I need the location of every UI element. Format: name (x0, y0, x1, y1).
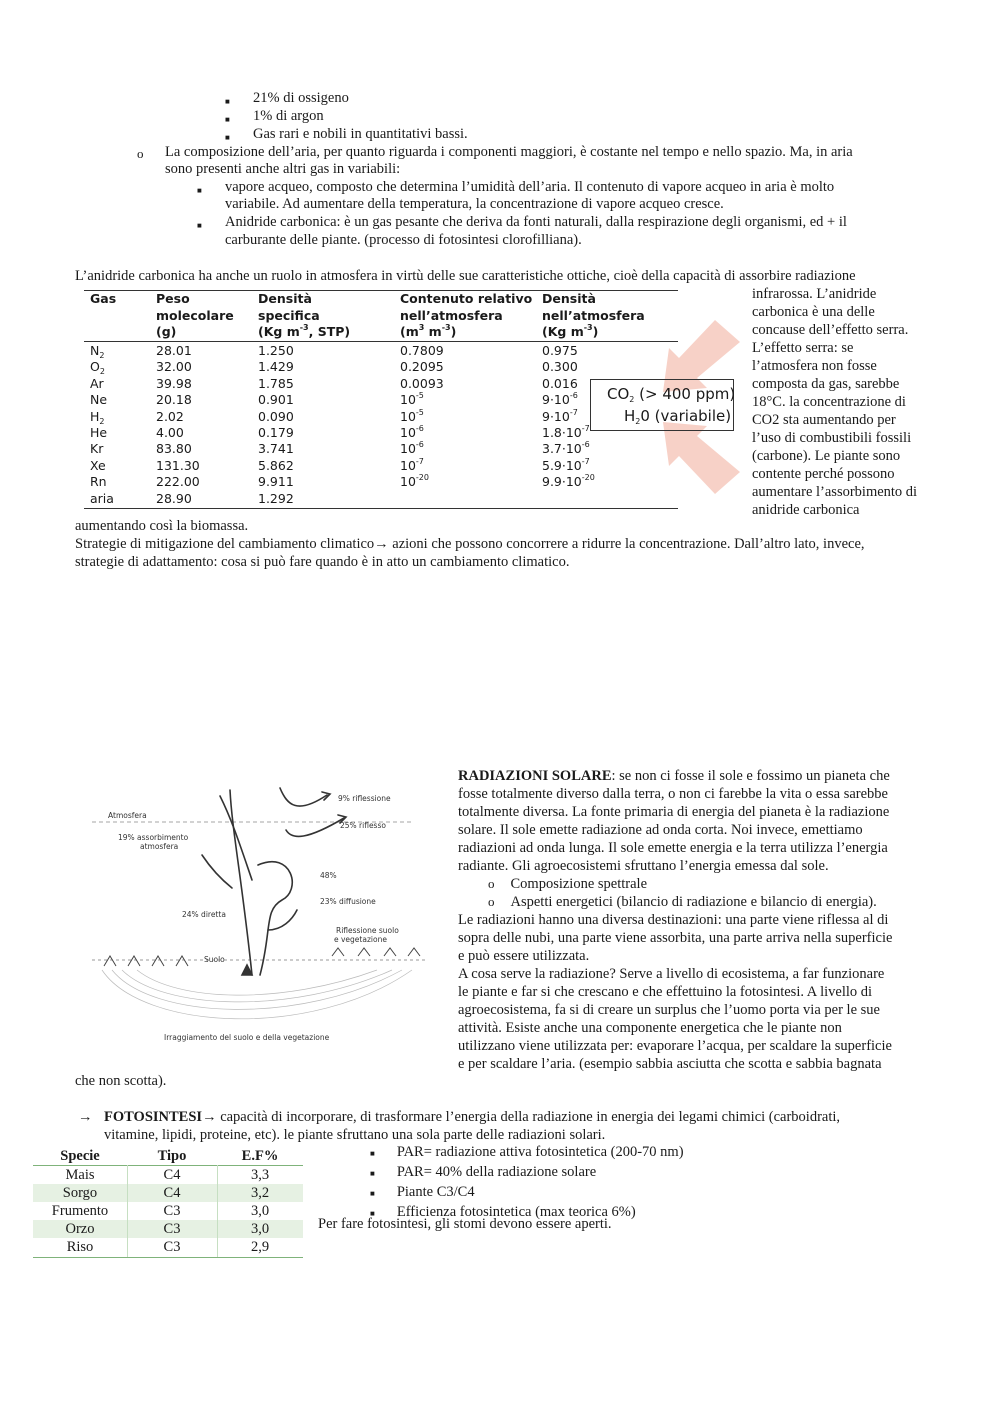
bullet-square: ■ (225, 133, 230, 142)
cell-densita-atm: $3.7\cdot 10^{-6}$ (542, 440, 590, 457)
list-item: Gas rari e nobili in quantitativi bassi. (253, 126, 468, 142)
list-item: o Aspetti energetici (bilancio di radiazione e bilancio di energia). (488, 894, 877, 910)
bullet-circle: o (137, 146, 144, 161)
header-densita-atm: Densità nell’atmosfera (Kg $m^{-3}$) (542, 291, 645, 340)
cell-contenuto: 0.7809 (400, 343, 444, 358)
gas-note-box (590, 379, 734, 431)
paragraph-line: vitamine, lipidi, proteine, etc). le piante sfruttano una sola parte delle radiazioni solari. (104, 1127, 606, 1143)
list-item: ■ Efficienza fotosintetica (max teorica 6%) (370, 1204, 636, 1220)
bullet-square: ■ (197, 186, 202, 195)
bullet-square: ■ (370, 1149, 375, 1158)
list-item: ■ PAR= 40% della radiazione solare (370, 1164, 597, 1180)
cell-densita: 1.785 (258, 375, 294, 391)
cell-ef: 3,0 (250, 1221, 270, 1237)
cell-gas: $N_2$ (90, 343, 105, 360)
paragraph-line: e per scaldare l’aria. (esempio sabbia asciutta che scotta e sabbia bagnata (458, 1056, 882, 1072)
cell-densita: 0.090 (258, 408, 294, 424)
side-line: anidride carbonica (752, 502, 860, 518)
side-line: CO2 sta aumentando per (752, 412, 896, 428)
table-rule-bottom (84, 508, 678, 509)
side-line: concause dell’effetto serra. (752, 322, 909, 338)
cell-specie: Orzo (65, 1221, 95, 1237)
diagram-label: 25% riflesso (340, 821, 386, 830)
side-line: L’effetto serra: se (752, 340, 854, 356)
diagram-label: Irraggiamento del suolo e della vegetazione (164, 1033, 330, 1042)
table-header-row (33, 1147, 303, 1165)
paragraph-line: Per fare fotosintesi, gli stomi devono essere aperti. (318, 1216, 612, 1232)
table-row (33, 1166, 303, 1184)
cell-gas: aria (90, 490, 114, 506)
photo-bullets (370, 1143, 684, 1223)
side-line: 18°C. la concentrazione di (752, 394, 906, 410)
cell-peso: 2.02 (156, 408, 184, 424)
paragraph-line: fosse totalmente diverso dalla terra, o non ci farebbe la vita o essa sarebbe (458, 786, 888, 802)
list-item: 1% di argon (253, 108, 324, 124)
paragraph-line: variabile. Ad aumentare della temperatura, la concentrazione di vapore acqueo cresce. (225, 196, 724, 212)
cell-tipo: C3 (163, 1239, 181, 1255)
cell-contenuto: 0.0093 (400, 375, 444, 391)
cell-gas: Xe (90, 457, 106, 473)
diagram-label: 24% diretta (182, 910, 226, 919)
cell-densita: 1.250 (258, 343, 294, 358)
paragraph-line: A cosa serve la radiazione? Serve a livello di ecosistema, a far funzionare (458, 966, 885, 982)
cell-gas: $O_2$ (90, 359, 105, 377)
cell-densita-atm: 0.300 (542, 359, 578, 375)
cell-contenuto: $10^{-20}$ (400, 473, 429, 490)
cell-densita: 1.429 (258, 359, 294, 375)
side-line: aumentare l’assorbimento di (752, 484, 918, 500)
cell-tipo: C4 (163, 1185, 181, 1201)
cell-peso: 39.98 (156, 375, 192, 391)
radiation-first-line: RADIAZIONI SOLARE: se non ci fosse il sole e fossimo un pianeta che (458, 768, 890, 784)
paragraph-line: attività. Esiste anche una componente energetica che le piante non (458, 1020, 842, 1036)
cell-peso: 28.01 (156, 343, 192, 358)
cell-contenuto: $10^{-5}$ (400, 407, 424, 424)
h2o-note: $H_20$ (variabile) (624, 407, 732, 426)
bullet-square: ■ (197, 221, 202, 230)
paragraph-line: e può essere utilizzata. (458, 948, 590, 964)
paragraph-line: radiante. Gli agroecosistemi sfruttano l’energia emessa dal sole. (458, 858, 829, 874)
header-specie: Specie (60, 1148, 100, 1164)
cell-peso: 4.00 (156, 425, 184, 440)
cell-densita: 0.179 (258, 425, 294, 440)
cell-contenuto: $10^{-5}$ (400, 391, 424, 408)
cell-gas: Kr (90, 441, 104, 457)
cell-densita-atm: $9\cdot 10^{-6}$ (542, 391, 578, 408)
header-contenuto: Contenuto relativo nell’atmosfera ($m^3$ $m^{-3}$) (400, 291, 533, 340)
cell-gas: Ne (90, 392, 108, 408)
cell-specie: Riso (66, 1239, 94, 1255)
table-row (33, 1220, 303, 1238)
diagram-label: 19% assorbimento (118, 833, 189, 842)
paragraph-line: strategie di adattamento: cosa si può fare quando è in atto un cambiamento climatico. (75, 554, 570, 570)
diagram-label: e vegetazione (334, 935, 387, 944)
paragraph-line: solare. Il sole emette radiazione ad onda corta. Noi invece, emettiamo (458, 822, 863, 838)
bullet-circle: o (488, 894, 495, 909)
column-divider (127, 1165, 128, 1257)
paragraph-line: Anidride carbonica: è un gas pesante che deriva da fonti naturali, dalla respirazione degli organismi, ed + il (225, 214, 847, 230)
table-rule-header (84, 341, 678, 342)
side-line: carbonica è una delle (752, 304, 875, 320)
bullet-square: ■ (225, 115, 230, 124)
header-densita-specifica: Densità specifica (Kg $m^{-3}$, STP) (258, 291, 351, 340)
photo-title: FOTOSINTESI (104, 1109, 203, 1125)
cell-peso: 83.80 (156, 441, 192, 457)
cell-peso: 222.00 (156, 474, 200, 490)
cell-ef: 2,9 (250, 1239, 270, 1255)
paragraph-line: carburante delle piante. (processo di fotosintesi clorofilliana). (225, 232, 582, 248)
list-item: ■ PAR= radiazione attiva fotosintetica (200-70 nm) (370, 1144, 684, 1160)
diagram-label: 9% riflessione (338, 794, 391, 803)
diagram-label: 48% (320, 871, 337, 880)
bullet-square: ■ (225, 97, 230, 106)
cell-contenuto: $10^{-7}$ (400, 456, 424, 473)
list-item: ■ Piante C3/C4 (370, 1184, 475, 1200)
paragraph-line: le piante e far si che crescano e che effettuino la fotosintesi. A livello di (458, 984, 873, 1000)
cell-densita-atm: 0.016 (542, 375, 578, 391)
cell-gas: Ar (90, 375, 104, 391)
cell-ef: 3,0 (250, 1203, 270, 1219)
cell-specie: Sorgo (62, 1185, 98, 1201)
diagram-label-atmosfera: Atmosfera (108, 811, 147, 820)
header-ef: E.F% (241, 1148, 279, 1164)
cell-ef: 3,2 (250, 1185, 270, 1201)
radiation-title: RADIAZIONI SOLARE (458, 768, 612, 784)
cell-tipo: C4 (163, 1167, 181, 1183)
header-tipo: Tipo (157, 1148, 187, 1164)
side-line: l’uso di combustibili fossili (752, 430, 912, 446)
arrow-right-icon: → (78, 1109, 93, 1125)
paragraph-line: totalmente diversa. La fonte primaria di energia del pianeta è la radiazione (458, 804, 890, 820)
cell-densita-atm: $5.9\cdot 10^{-7}$ (542, 456, 590, 473)
cell-densita-atm: $9\cdot 10^{-7}$ (542, 407, 578, 424)
bullet-square: ■ (370, 1189, 375, 1198)
diagram-label: 23% diffusione (320, 897, 376, 906)
cell-peso: 28.90 (156, 490, 192, 506)
paragraph-line: utilizzano viene utilizzata per: evaporare l’acqua, per scaldare la superficie (458, 1038, 892, 1054)
side-paragraph (752, 285, 992, 519)
bullet-square: ■ (370, 1169, 375, 1178)
side-line: l’atmosfera non fosse (752, 358, 877, 374)
paragraph-line: che non scotta). (75, 1073, 167, 1089)
paragraph-line: vapore acqueo, composto che determina l’umidità dell’aria. Il contenuto di vapore acqueo in aria è molto (225, 179, 835, 195)
cell-densita-atm: $9.9\cdot 10^{-20}$ (542, 473, 595, 490)
paragraph-line: Le radiazioni hanno una diversa destinazioni: una parte viene riflessa al di (458, 912, 889, 928)
cell-gas: He (90, 425, 108, 440)
cell-densita: 0.901 (258, 392, 294, 408)
cell-ef: 3,3 (250, 1167, 270, 1183)
cell-peso: 20.18 (156, 392, 192, 408)
cell-densita-atm: $1.8\cdot 10^{-7}$ (542, 424, 590, 440)
header-gas: Gas (90, 291, 117, 306)
cell-gas: $H_2$ (90, 408, 105, 426)
table-row (33, 1202, 303, 1220)
bullet-square: ■ (370, 1209, 375, 1218)
cell-contenuto: $10^{-6}$ (400, 440, 424, 457)
cell-tipo: C3 (163, 1221, 181, 1237)
cell-specie: Frumento (51, 1203, 109, 1219)
cell-specie: Mais (65, 1167, 95, 1183)
paragraph-line: radiazioni ad onda lunga. Il sole emette energia e la terra utilizza l’energia (458, 840, 888, 856)
bullet-circle: o (488, 876, 495, 891)
cell-densita: 3.741 (258, 441, 294, 457)
diagram-label: Riflessione suolo (336, 926, 399, 935)
cell-densita: 5.862 (258, 457, 294, 473)
paragraph-line: sono presenti anche altri gas in variabili: (165, 161, 401, 177)
diagram-label: atmosfera (140, 842, 179, 851)
paragraph-line: Strategie di mitigazione del cambiamento climatico→ azioni che possono concorrere a ridurre la concentrazione. Dall’altro lato, invece, (75, 536, 865, 552)
paragraph-line: aumentando così la biomassa. (75, 518, 249, 534)
radiation-diagram (82, 770, 442, 1070)
paragraph-line: L’anidride carbonica ha anche un ruolo in atmosfera in virtù delle sue caratteristiche ottiche, cioè della capacità di assorbire radiazione (75, 268, 856, 284)
co2-note: $CO_2$ (> 400 ppm) (607, 385, 736, 404)
paragraph-line: agroecosistema, fa si di creare un surplus che l’uomo porta via per le sue (458, 1002, 880, 1018)
cell-peso: 131.30 (156, 457, 200, 473)
list-item: 21% di ossigeno (253, 90, 349, 106)
side-line: contente perché possono (752, 466, 895, 482)
cell-densita: 9.911 (258, 474, 294, 490)
cell-contenuto: $10^{-6}$ (400, 424, 424, 440)
header-peso: Peso molecolare (g) (156, 291, 234, 340)
paragraph-line: sopra delle nubi, una parte viene assorbita, una parte arriva nella superficie (458, 930, 893, 946)
side-line: composta da gas, sarebbe (752, 376, 900, 392)
side-line: (carbone). Le piante sono (752, 448, 901, 464)
side-line: infrarossa. L’anidride (752, 286, 877, 302)
column-divider (217, 1165, 218, 1257)
arrow-up-left-icon (663, 422, 740, 494)
list-item: o Composizione spettrale (488, 876, 648, 892)
diagram-label-suolo: Suolo (204, 955, 225, 964)
cell-contenuto: 0.2095 (400, 359, 444, 375)
cell-densita: 1.292 (258, 490, 294, 506)
cell-gas: Rn (90, 474, 107, 490)
paragraph-line: La composizione dell’aria, per quanto riguarda i componenti maggiori, è costante nel tempo e nello spazio. Ma, in aria (165, 144, 853, 160)
radiation-section (458, 767, 938, 1073)
cell-peso: 32.00 (156, 359, 192, 375)
table-rule (33, 1257, 303, 1258)
table-row (33, 1238, 303, 1256)
table-row (33, 1184, 303, 1202)
cell-densita-atm: 0.975 (542, 343, 578, 358)
photo-first-line: FOTOSINTESI→ capacità di incorporare, di trasformare l’energia della radiazione in energia dei legami chimici (carboidrati, (104, 1109, 841, 1125)
cell-tipo: C3 (163, 1203, 181, 1219)
